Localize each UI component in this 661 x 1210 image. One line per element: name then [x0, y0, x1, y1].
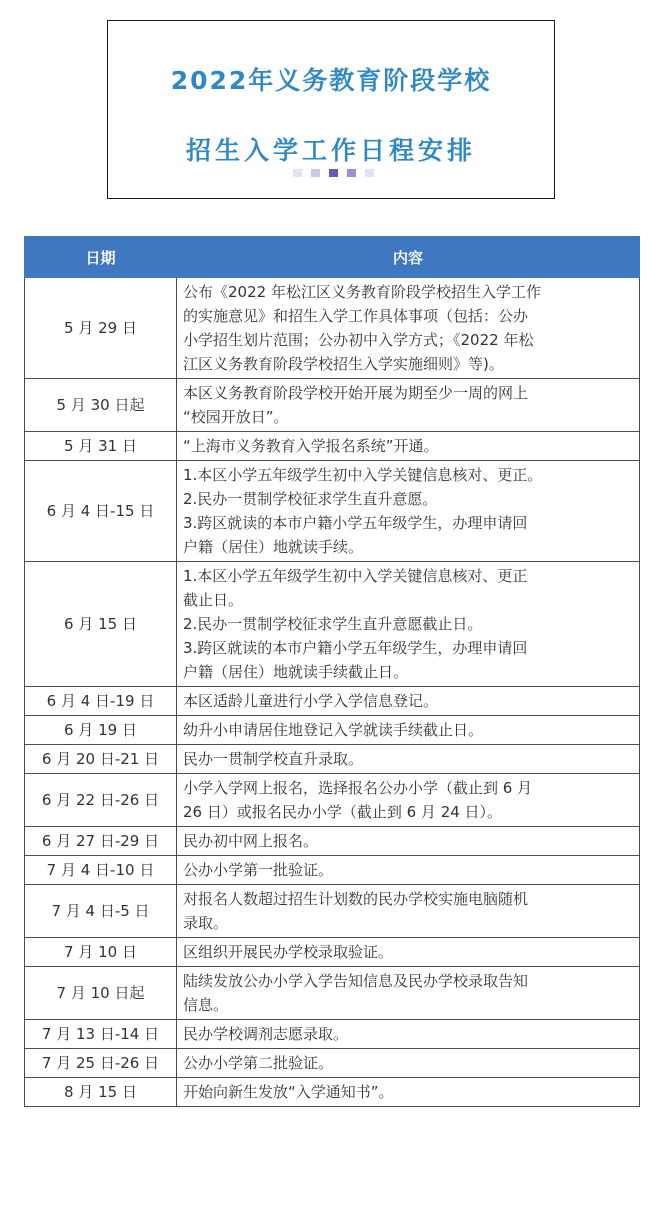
schedule-body — [25, 278, 640, 1107]
table-row — [25, 716, 640, 745]
column-header-date: 日期 — [25, 237, 177, 278]
content-line: 3.跨区就读的本市户籍小学五年级学生，办理申请回 — [183, 514, 528, 532]
content-line: 开始向新生发放“入学通知书”。 — [183, 1083, 394, 1101]
row-date: 6 月 4 日-15 日 — [25, 461, 177, 562]
row-content — [177, 1049, 640, 1078]
content-line: 区组织开展民办学校录取验证。 — [183, 943, 394, 961]
decorative-dot — [347, 169, 356, 177]
table-header-row — [25, 237, 640, 278]
row-content — [177, 687, 640, 716]
content-line: 1.本区小学五年级学生初中入学关键信息核对、更正。 — [183, 466, 543, 484]
content-line: 1.本区小学五年级学生初中入学关键信息核对、更正 — [183, 567, 528, 585]
content-line: 小学招生划片范围；公办初中入学方式；《2022 年松 — [183, 331, 534, 349]
content-line: 小学入学网上报名，选择报名公办小学（截止到 6 月 — [183, 779, 533, 797]
row-content — [177, 278, 640, 379]
content-line: “上海市义务教育入学报名系统”开通。 — [183, 437, 439, 455]
row-date: 5 月 31 日 — [25, 432, 177, 461]
content-line: 陆续发放公办小学入学告知信息及民办学校录取告知 — [183, 972, 529, 990]
content-line: 公布《2022 年松江区义务教育阶段学校招生入学工作 — [183, 283, 541, 301]
row-date: 7 月 4 日-5 日 — [25, 885, 177, 938]
content-line: 户籍（居住）地就读手续截止日。 — [183, 663, 409, 681]
row-content — [177, 827, 640, 856]
table-row — [25, 885, 640, 938]
row-date: 8 月 15 日 — [25, 1078, 177, 1107]
decorative-dot — [293, 169, 302, 177]
table-row — [25, 379, 640, 432]
content-line: 公办小学第一批验证。 — [183, 861, 334, 879]
decorative-dot — [329, 169, 338, 177]
table-row — [25, 278, 640, 379]
row-content — [177, 938, 640, 967]
table-row — [25, 562, 640, 687]
content-line: 本区义务教育阶段学校开始开展为期至少一周的网上 — [183, 384, 529, 402]
row-date: 7 月 4 日-10 日 — [25, 856, 177, 885]
content-line: 3.跨区就读的本市户籍小学五年级学生，办理申请回 — [183, 639, 528, 657]
row-date: 7 月 13 日-14 日 — [25, 1020, 177, 1049]
row-content — [177, 967, 640, 1020]
content-line: 2.民办一贯制学校征求学生直升意愿。 — [183, 490, 438, 508]
title-box — [107, 20, 555, 199]
content-line: 截止日。 — [183, 591, 244, 609]
content-line: 2.民办一贯制学校征求学生直升意愿截止日。 — [183, 615, 483, 633]
row-date: 6 月 15 日 — [25, 562, 177, 687]
row-date: 6 月 19 日 — [25, 716, 177, 745]
row-date: 5 月 29 日 — [25, 278, 177, 379]
row-content — [177, 562, 640, 687]
table-row — [25, 745, 640, 774]
row-content — [177, 379, 640, 432]
table-row — [25, 774, 640, 827]
page-title-line-1: 2022年义务教育阶段学校 — [170, 66, 492, 95]
content-line: 民办学校调剂志愿录取。 — [183, 1025, 349, 1043]
row-content — [177, 1078, 640, 1107]
row-content — [177, 885, 640, 938]
table-row — [25, 856, 640, 885]
table-row — [25, 687, 640, 716]
content-line: 的实施意见》和招生入学工作具体事项（包括：公办 — [183, 307, 529, 325]
row-content — [177, 856, 640, 885]
content-line: 户籍（居住）地就读手续。 — [183, 538, 364, 556]
row-date: 7 月 10 日起 — [25, 967, 177, 1020]
row-content — [177, 1020, 640, 1049]
content-line: 26 日）或报名民办小学（截止到 6 月 24 日）。 — [183, 803, 503, 821]
content-line: 录取。 — [183, 914, 229, 932]
content-line: 信息。 — [183, 996, 229, 1014]
table-row — [25, 1020, 640, 1049]
table-row — [25, 938, 640, 967]
content-line: 公办小学第二批验证。 — [183, 1054, 334, 1072]
decorative-dot — [311, 169, 320, 177]
table-row — [25, 461, 640, 562]
row-content — [177, 432, 640, 461]
content-line: 民办一贯制学校直升录取。 — [183, 750, 364, 768]
content-line: 幼升小申请居住地登记入学就读手续截止日。 — [183, 721, 484, 739]
row-date: 7 月 10 日 — [25, 938, 177, 967]
table-row — [25, 967, 640, 1020]
row-content — [177, 774, 640, 827]
row-date: 6 月 20 日-21 日 — [25, 745, 177, 774]
column-header-content: 内容 — [177, 237, 640, 278]
content-line: 民办初中网上报名。 — [183, 832, 319, 850]
row-date: 7 月 25 日-26 日 — [25, 1049, 177, 1078]
decorative-dot — [365, 169, 374, 177]
row-content — [177, 716, 640, 745]
table-row — [25, 1049, 640, 1078]
table-row — [25, 432, 640, 461]
row-date: 6 月 27 日-29 日 — [25, 827, 177, 856]
content-line: 对报名人数超过招生计划数的民办学校实施电脑随机 — [183, 890, 529, 908]
content-line: 本区适龄儿童进行小学入学信息登记。 — [183, 692, 439, 710]
content-line: 江区义务教育阶段学校招生入学实施细则》等)。 — [183, 355, 504, 373]
table-row — [25, 1078, 640, 1107]
page-title-line-2: 招生入学工作日程安排 — [185, 136, 476, 165]
table-row — [25, 827, 640, 856]
content-line: “校园开放日”。 — [183, 408, 289, 426]
row-content — [177, 745, 640, 774]
row-date: 5 月 30 日起 — [25, 379, 177, 432]
row-content — [177, 461, 640, 562]
schedule-table — [24, 236, 640, 1107]
row-date: 6 月 4 日-19 日 — [25, 687, 177, 716]
row-date: 6 月 22 日-26 日 — [25, 774, 177, 827]
